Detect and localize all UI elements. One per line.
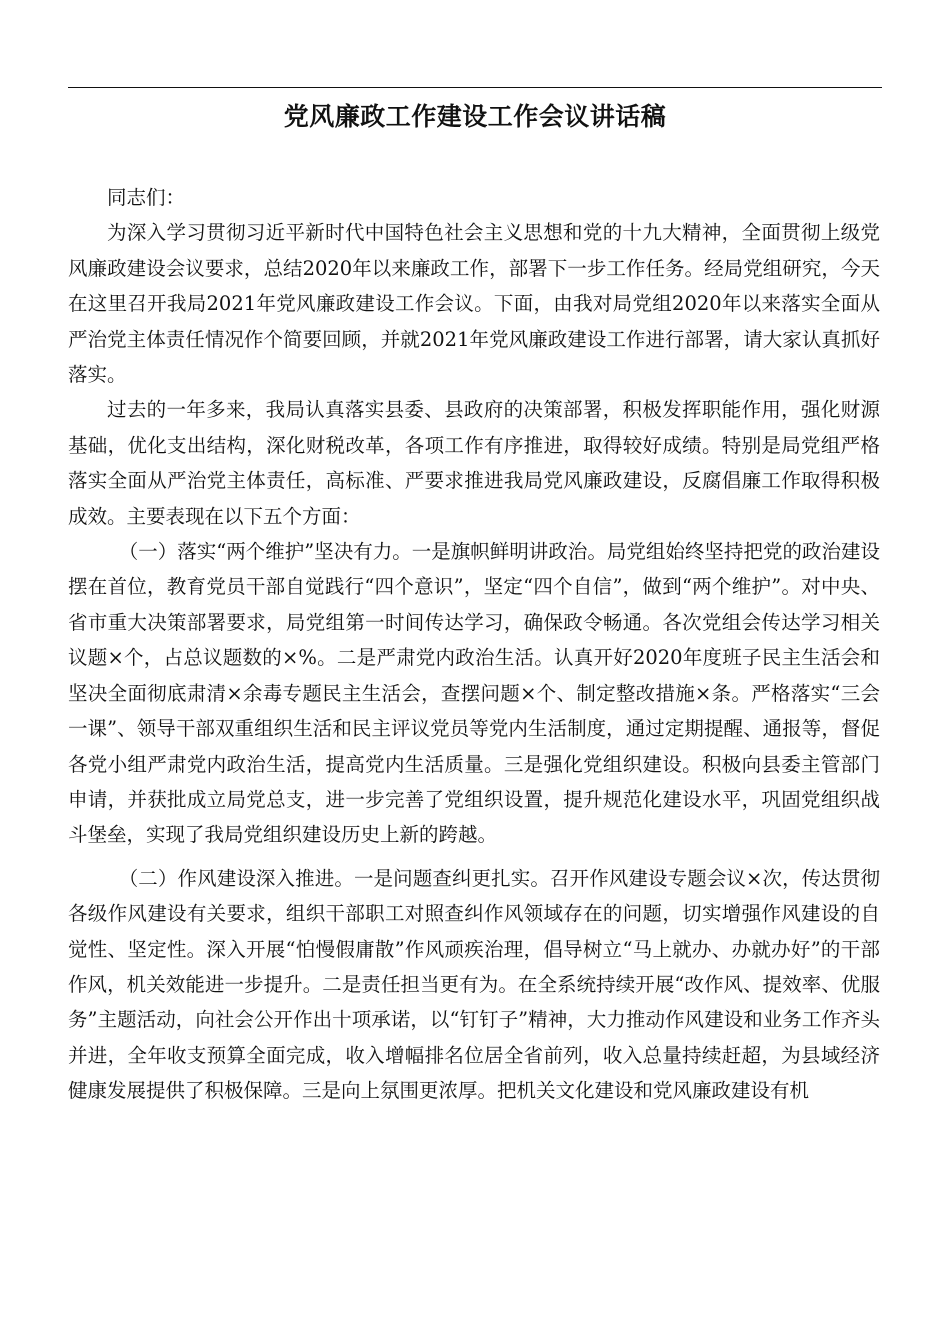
paragraph-intro: 为深入学习贯彻习近平新时代中国特色社会主义思想和党的十九大精神，全面贯彻上级党风廉政建设会议要求，总结2020年以来廉政工作，部署下一步工作任务。经局党组研究，今天在这里召开我局2021年党风廉政建设工作会议。下面，由我对局党组2020年以来落实全面从严治党主体责任情况作个简要回顾，并就2021年党风廉政建设工作进行部署，请大家认真抓好落实。	[68, 221, 880, 387]
document-body	[68, 180, 880, 1109]
paragraph-section-2: （二）作风建设深入推进。一是问题查纠更扎实。召开作风建设专题会议×次，传达贯彻各级作风建设有关要求，组织干部职工对照查纠作风领域存在的问题，切实增强作风建设的自觉性、坚定性。深入开展“怕慢假庸散”作风顽疾治理，倡导树立“马上就办、办就办好”的干部作风，机关效能进一步提升。二是责任担当更有为。在全系统持续开展“改作风、提效率、优服务”主题活动，向社会公开作出十项承诺，以“钉钉子”精神，大力推动作风建设和业务工作齐头并进，全年收支预算全面完成，收入增幅排名位居全省前列，收入总量持续赶超，为县域经济健康发展提供了积极保障。三是向上氛围更浓厚。把机关文化建设和党风廉政建设有机	[68, 866, 880, 1103]
paragraph-review: 过去的一年多来，我局认真落实县委、县政府的决策部署，积极发挥职能作用，强化财源基础，优化支出结构，深化财税改革，各项工作有序推进，取得较好成绩。特别是局党组严格落实全面从严治党主体责任，高标准、严要求推进我局党风廉政建设，反腐倡廉工作取得积极成效。主要表现在以下五个方面：	[68, 398, 880, 528]
salutation: 同志们：	[107, 186, 186, 209]
header-rule	[68, 87, 882, 88]
document-title: 党风廉政工作建设工作会议讲话稿	[283, 102, 667, 131]
paragraph-section-1: （一）落实“两个维护”坚决有力。一是旗帜鲜明讲政治。局党组始终坚持把党的政治建设摆在首位，教育党员干部自觉践行“四个意识”，坚定“四个自信”，做到“两个维护”。对中央、省市重大决策部署要求，局党组第一时间传达学习，确保政令畅通。各次党组会传达学习相关议题×个，占总议题数的×%。二是严肃党内政治生活。认真开好2020年度班子民主生活会和坚决全面彻底肃清×余毒专题民主生活会，查摆问题×个、制定整改措施×条。严格落实“三会一课”、领导干部双重组织生活和民主评议党员等党内生活制度，通过定期提醒、通报等，督促各党小组严肃党内政治生活，提高党内生活质量。三是强化党组织建设。积极向县委主管部门申请，并获批成立局党总支，进一步完善了党组织设置，提升规范化建设水平，巩固党组织战斗堡垒，实现了我局党组织建设历史上新的跨越。	[68, 540, 880, 847]
